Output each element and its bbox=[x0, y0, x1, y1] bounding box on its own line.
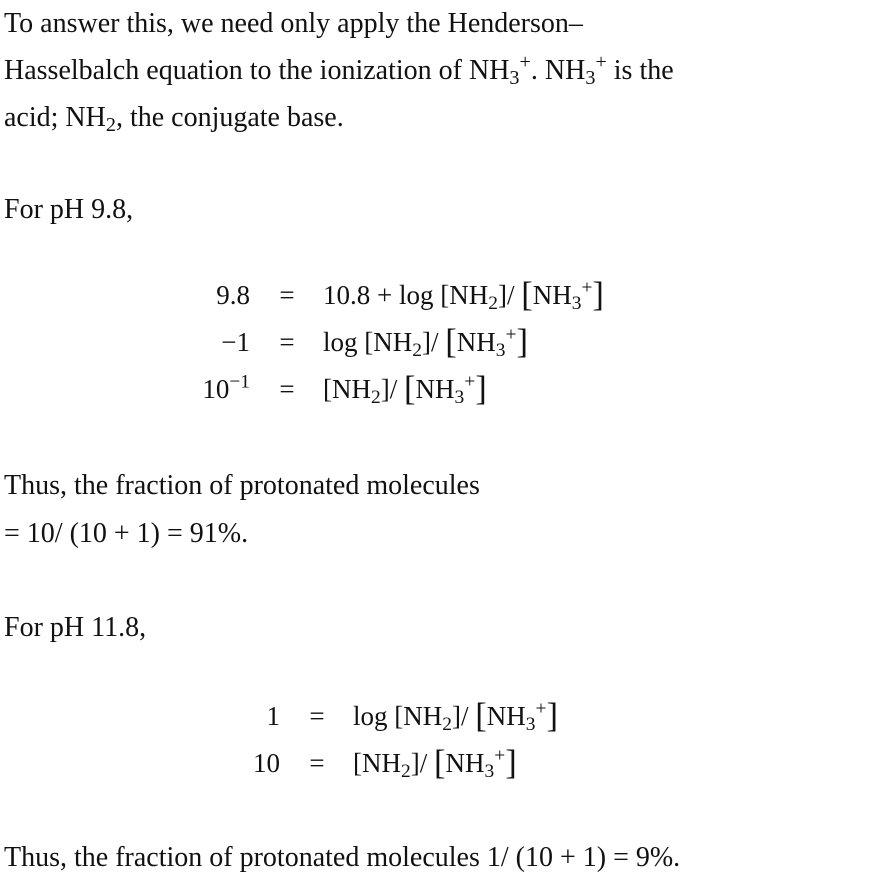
case2-eq-row-2 bbox=[0, 740, 892, 786]
eq-rhs: $10.8 + \log [NH_2]/$ $[NH_3^+]$ bbox=[323, 275, 604, 314]
case1-eq-row-2 bbox=[0, 319, 892, 365]
eq-rhs: $\log [NH_2]/$ $[NH_3^+]$ bbox=[353, 696, 558, 735]
eq-lhs: $10^{-1}$ bbox=[202, 370, 250, 404]
eq-rhs: $[NH_2]/$ $[NH_3^+]$ bbox=[353, 743, 517, 782]
eq-lhs: 1 bbox=[266, 700, 280, 731]
eq-lhs: −1 bbox=[221, 326, 250, 357]
intro-line-3: acid; $NH_2$, the conjugate base. bbox=[4, 102, 344, 137]
case2-conclusion: Thus, the fraction of protonated molecules 1/ (10 + 1) = 9%. bbox=[4, 842, 681, 873]
eq-sign: = bbox=[279, 373, 295, 404]
case2-eq-row-1 bbox=[0, 693, 892, 739]
intro-line-2: Hasselbalch equation to the ionization of $NH_3^+$. $NH_3^+$ is the bbox=[4, 50, 674, 90]
eq-sign: = bbox=[309, 700, 325, 731]
case1-eq-row-1 bbox=[0, 272, 892, 318]
case2-heading: For pH 11.8, bbox=[4, 612, 147, 643]
eq-sign: = bbox=[279, 279, 295, 310]
eq-sign: = bbox=[309, 747, 325, 778]
case1-heading: For pH 9.8, bbox=[4, 194, 134, 225]
eq-rhs: $\log [NH_2]/$ $[NH_3^+]$ bbox=[323, 322, 528, 361]
case1-conclusion-line-1: Thus, the fraction of protonated molecules bbox=[4, 470, 480, 501]
eq-lhs: 9.8 bbox=[216, 279, 250, 310]
case1-conclusion-line-2: = 10/ (10 + 1) = 91%. bbox=[4, 518, 249, 549]
case1-eq-row-3 bbox=[0, 366, 892, 412]
eq-rhs: $[NH_2]/$ $[NH_3^+]$ bbox=[323, 369, 487, 408]
eq-lhs: 10 bbox=[253, 747, 280, 778]
eq-sign: = bbox=[279, 326, 295, 357]
intro-line-1: To answer this, we need only apply the Henderson– bbox=[4, 8, 583, 39]
